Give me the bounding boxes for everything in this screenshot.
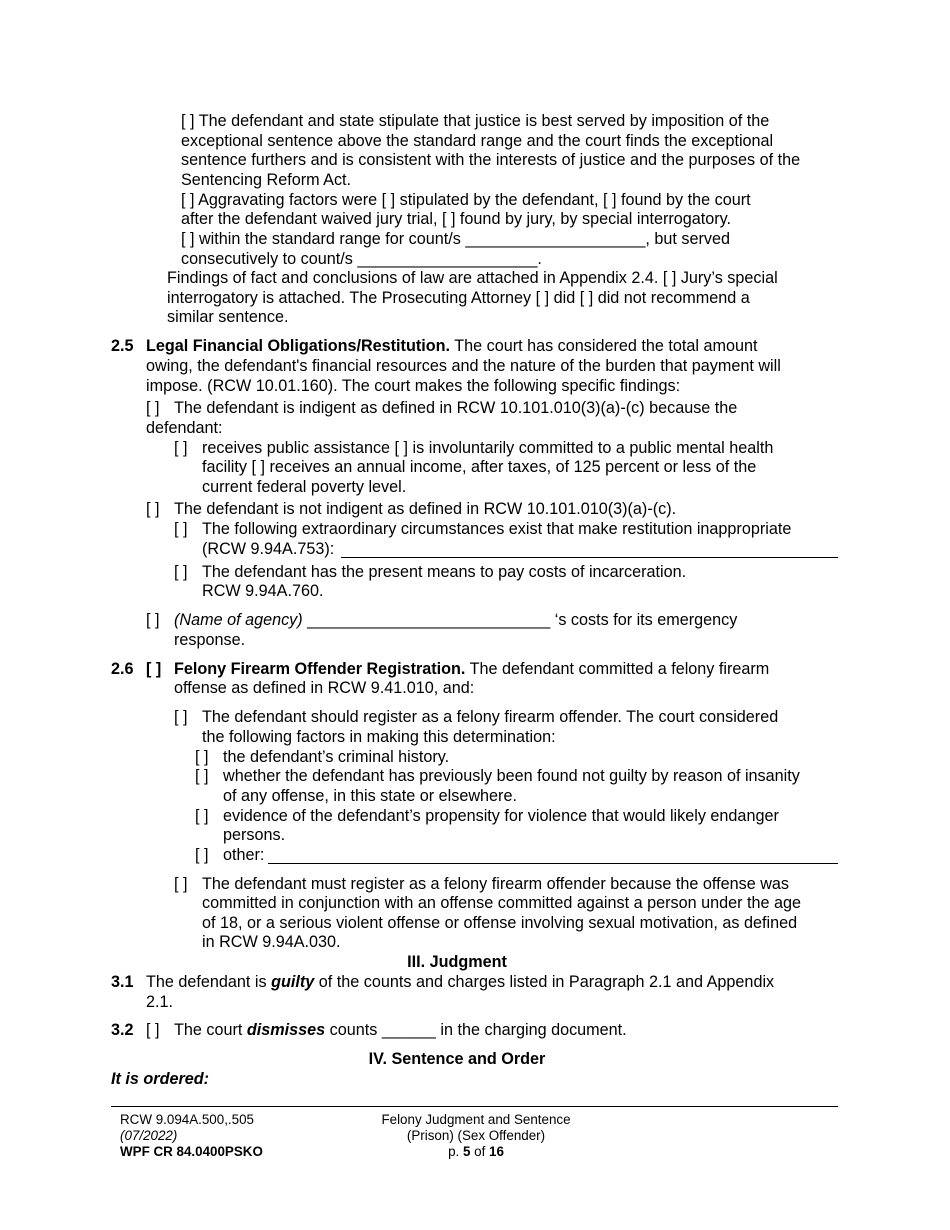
agency-line-1 <box>174 611 737 631</box>
section-2-6-line-2: offense as defined in RCW 9.41.010, and: <box>174 679 475 697</box>
section-2-6-line-1-rest: The defendant committed a felony firearm <box>465 660 770 678</box>
not-indigent-text: The defendant is not indigent as defined in RCW 10.101.010(3)(a)-(c). <box>174 500 677 518</box>
section-2-5-line-1 <box>146 337 757 357</box>
extraordinary-line-1: The following extraordinary circumstances exist that make restitution inappropriate <box>202 520 792 538</box>
factor-violence-line-2: persons. <box>223 826 286 844</box>
should-register-line-2: the following factors in making this determination: <box>202 728 556 746</box>
factor-other-label: other: <box>223 846 265 864</box>
section-3-2-suffix: counts ______ in the charging document. <box>325 1021 627 1039</box>
present-means-line-2: RCW 9.94A.760. <box>202 582 324 600</box>
should-register-checkbox[interactable]: [ ] <box>174 708 188 726</box>
sentence-heading: IV. Sentence and Order <box>368 1050 546 1068</box>
footer-rcw: RCW 9.094A.500,.505 <box>120 1112 254 1127</box>
factor-insanity-line-2: of any offense, in this state or elsewhere. <box>223 787 517 805</box>
section-3-1-prefix: The defendant is <box>146 973 272 991</box>
section-3-1-suffix: of the counts and charges listed in Paragraph 2.1 and Appendix <box>314 973 775 991</box>
agency-line-1-rest: ___________________________ ‘s costs for its emergency <box>302 611 738 629</box>
footer-form-number: WPF CR 84.0400PSKO <box>120 1144 263 1159</box>
upper-line-5: [ ] Aggravating factors were [ ] stipulated by the defendant, [ ] found by the court <box>181 191 751 209</box>
section-3-2-prefix: The court <box>174 1021 247 1039</box>
not-indigent-checkbox[interactable]: [ ] <box>146 500 160 518</box>
footer-rule <box>111 1106 838 1107</box>
section-3-1-line-1 <box>146 973 774 993</box>
section-3-2-text <box>174 1021 627 1041</box>
upper-line-6: after the defendant waived jury trial, [ ] found by jury, by special interrogatory. <box>181 210 732 228</box>
present-means-checkbox[interactable]: [ ] <box>174 563 188 581</box>
factor-violence-line-1: evidence of the defendant’s propensity for violence that would likely endanger <box>223 807 779 825</box>
section-2-5-line-2: owing, the defendant's financial resources and the nature of the burden that payment will <box>146 357 781 375</box>
agency-checkbox[interactable]: [ ] <box>146 611 160 629</box>
factor-insanity-line-1: whether the defendant has previously been found not guilty by reason of insanity <box>223 767 800 785</box>
section-3-2-number: 3.2 <box>111 1021 134 1039</box>
extraordinary-line-2: (RCW 9.94A.753): <box>202 540 335 558</box>
footer-page <box>376 1144 576 1160</box>
footer-page-total: 16 <box>489 1144 504 1159</box>
present-means-line-1: The defendant has the present means to pay costs of incarceration. <box>202 563 687 581</box>
factor-history-checkbox[interactable]: [ ] <box>195 748 209 766</box>
upper-line-1: [ ] The defendant and state stipulate that justice is best served by imposition of the <box>181 112 770 130</box>
must-register-line-4: in RCW 9.94A.030. <box>202 933 341 951</box>
must-register-line-3: of 18, or a serious violent offense or offense involving sexual motivation, as defined <box>202 914 798 932</box>
section-2-5-title: Legal Financial Obligations/Restitution. <box>146 337 450 355</box>
upper-line-11: similar sentence. <box>167 308 289 326</box>
upper-line-2: exceptional sentence above the standard range and the court finds the exceptional <box>181 132 774 150</box>
footer-page-prefix: p. <box>448 1144 463 1159</box>
upper-line-7: [ ] within the standard range for count/s ____________________, but served <box>181 230 730 248</box>
factor-violence-checkbox[interactable]: [ ] <box>195 807 209 825</box>
public-assistance-line-2: facility [ ] receives an annual income, after taxes, of 125 percent or less of the <box>202 458 757 476</box>
section-2-6-number: 2.6 <box>111 660 134 678</box>
footer-page-number: 5 <box>462 1144 471 1159</box>
factor-insanity-checkbox[interactable]: [ ] <box>195 767 209 785</box>
upper-line-3: sentence furthers and is consistent with the interests of justice and the purposes of the <box>181 151 801 169</box>
section-2-5-number: 2.5 <box>111 337 134 355</box>
should-register-line-1: The defendant should register as a felony firearm offender. The court considered <box>202 708 779 726</box>
section-3-1-line-2: 2.1. <box>146 993 174 1011</box>
indigent-line-1: The defendant is indigent as defined in RCW 10.101.010(3)(a)-(c) because the <box>174 399 738 417</box>
upper-line-10: interrogatory is attached. The Prosecuting Attorney [ ] did [ ] did not recommend a <box>167 289 750 307</box>
upper-line-4: Sentencing Reform Act. <box>181 171 352 189</box>
public-assistance-line-3: current federal poverty level. <box>202 478 407 496</box>
dismisses-emphasis: dismisses <box>246 1021 326 1039</box>
public-assistance-checkbox[interactable]: [ ] <box>174 439 188 457</box>
footer-date: (07/2022) <box>120 1128 178 1143</box>
must-register-line-2: committed in conjunction with an offense committed against a person under the age <box>202 894 801 912</box>
footer-title-1: Felony Judgment and Sentence <box>381 1112 571 1127</box>
section-2-6-checkbox[interactable]: [ ] <box>146 660 162 678</box>
it-is-ordered: It is ordered: <box>111 1070 210 1088</box>
public-assistance-line-1: receives public assistance [ ] is involuntarily committed to a public mental health <box>202 439 774 457</box>
section-2-5-line-1-rest: The court has considered the total amount <box>450 337 758 355</box>
factor-history-text: the defendant’s criminal history. <box>223 748 450 766</box>
must-register-line-1: The defendant must register as a felony firearm offender because the offense was <box>202 875 789 893</box>
must-register-checkbox[interactable]: [ ] <box>174 875 188 893</box>
upper-line-8: consecutively to count/s ____________________. <box>181 250 542 268</box>
section-2-6-title: Felony Firearm Offender Registration. <box>174 660 466 678</box>
upper-line-9: Findings of fact and conclusions of law are attached in Appendix 2.4. [ ] Jury’s special <box>167 269 778 287</box>
section-2-5-line-3: impose. (RCW 10.01.160). The court makes the following specific findings: <box>146 377 681 395</box>
indigent-checkbox[interactable]: [ ] <box>146 399 160 417</box>
section-2-6-line-1 <box>174 660 769 680</box>
extraordinary-checkbox[interactable]: [ ] <box>174 520 188 538</box>
indigent-line-2: defendant: <box>146 419 223 437</box>
footer-title-2: (Prison) (Sex Offender) <box>406 1128 546 1143</box>
guilty-emphasis: guilty <box>271 973 315 991</box>
agency-label: (Name of agency) <box>174 611 303 629</box>
extraordinary-fill-line[interactable] <box>341 557 838 558</box>
judgment-heading: III. Judgment <box>407 953 507 971</box>
section-3-1-number: 3.1 <box>111 973 134 991</box>
factor-other-fill-line[interactable] <box>268 863 838 864</box>
factor-other-checkbox[interactable]: [ ] <box>195 846 209 864</box>
section-3-2-checkbox[interactable]: [ ] <box>146 1021 160 1039</box>
agency-line-2: response. <box>174 631 246 649</box>
footer-page-of: of <box>470 1144 490 1159</box>
